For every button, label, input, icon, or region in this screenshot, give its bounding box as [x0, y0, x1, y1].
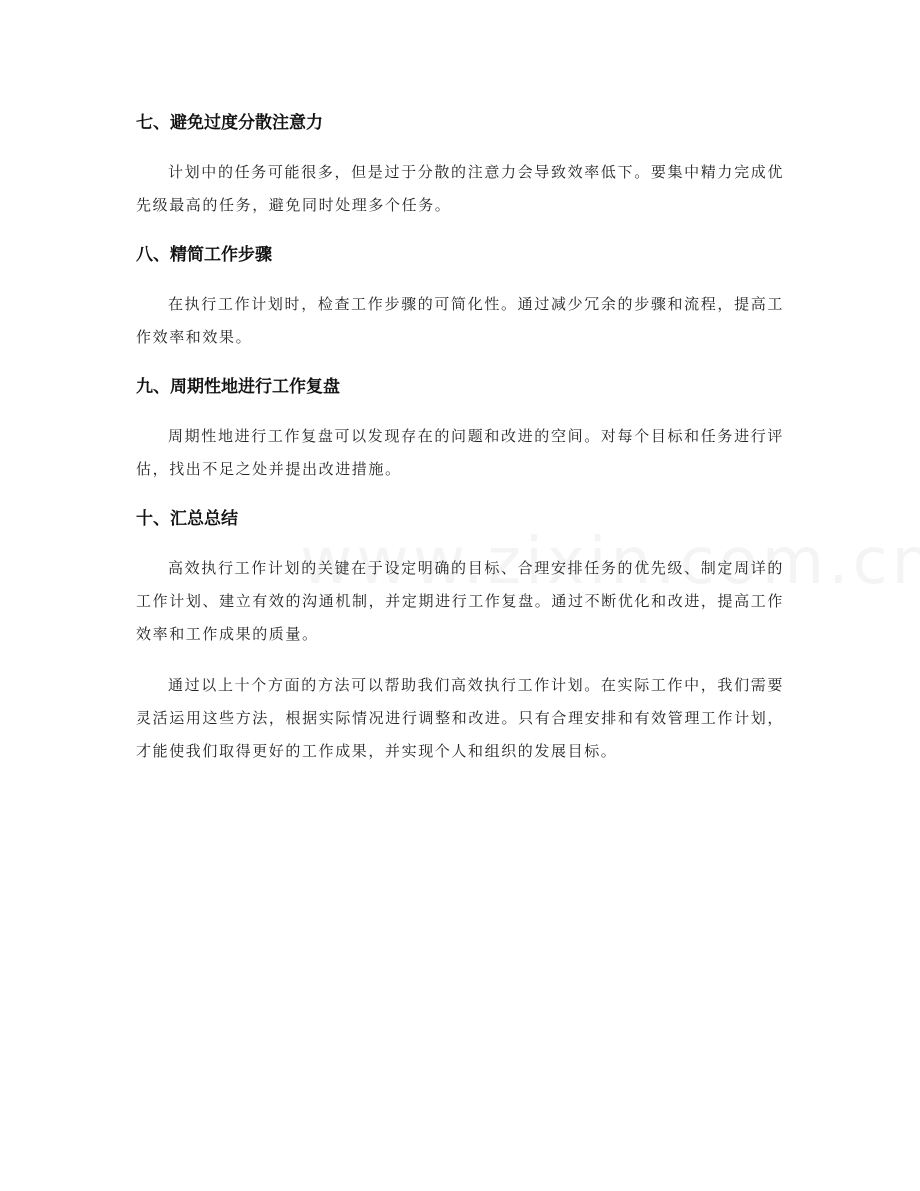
section-7-paragraph: 计划中的任务可能很多，但是过于分散的注意力会导致效率低下。要集中精力完成优先级最高的任务，避免同时处理多个任务。 [136, 163, 784, 214]
section-heading-7: 七、避免过度分散注意力 [136, 113, 323, 133]
section-heading-8: 八、精简工作步骤 [136, 245, 272, 265]
section-8-paragraph: 在执行工作计划时，检查工作步骤的可简化性。通过减少冗余的步骤和流程，提高工作效率和效果。 [136, 295, 784, 346]
section-9-paragraph: 周期性地进行工作复盘可以发现存在的问题和改进的空间。对每个目标和任务进行评估，找出不足之处并提出改进措施。 [136, 427, 784, 478]
section-heading-9: 九、周期性地进行工作复盘 [136, 377, 340, 397]
section-10-paragraph-2: 通过以上十个方面的方法可以帮助我们高效执行工作计划。在实际工作中，我们需要灵活运用这些方法，根据实际情况进行调整和改进。只有合理安排和有效管理工作计划，才能使我们取得更好的工作成果，并实现个人和组织的发展目标。 [136, 676, 784, 760]
document-body [136, 108, 784, 786]
section-heading-10: 十、汇总总结 [136, 509, 238, 529]
section-10-paragraph-1: 高效执行工作计划的关键在于设定明确的目标、合理安排任务的优先级、制定周详的工作计划、建立有效的沟通机制，并定期进行工作复盘。通过不断优化和改进，提高工作效率和工作成果的质量。 [136, 559, 784, 643]
